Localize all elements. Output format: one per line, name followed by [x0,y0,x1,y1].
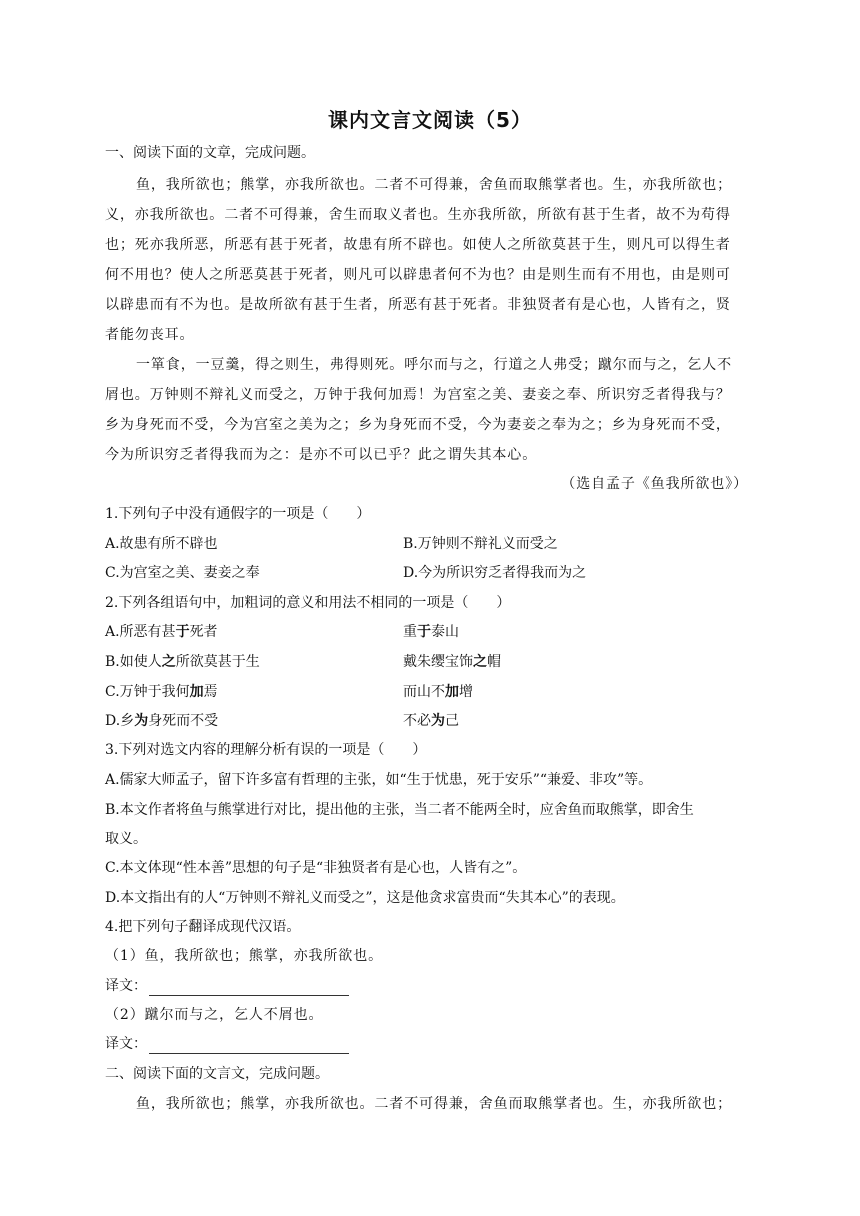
option-a: A.儒家大师孟子，留下许多富有哲理的主张，如“生于忧患，死于安乐”“兼爱、非攻”等。 [105,772,653,788]
question-stem: 4.把下列句子翻译成现代汉语。 [105,919,301,935]
page-title: 课内文言文阅读（5） [328,108,532,132]
passage-line: 鱼，我所欲也；熊掌，亦我所欲也。二者不可得兼，舍鱼而取熊掌者也。生，亦我所欲也； [136,1096,732,1112]
answer-blank[interactable] [149,1039,349,1054]
option-left: A.所恶有甚于死者 [105,624,218,640]
option-d: D.本文指出有的人“万钟则不辩礼义而受之”，这是他贪求富贵而“失其本心”的表现。 [105,890,625,906]
passage-line: 何不用也？使人之所恶莫甚于死者，则凡可以辟患者何不为也？由是则生而有不用也，由是则可 [105,267,731,283]
option-a: A.故患有所不辟也 [105,536,218,552]
translate-sentence: （2）蹴尔而与之，乞人不屑也。 [105,1007,324,1023]
translate-sentence: （1）鱼，我所欲也；熊掌，亦我所欲也。 [105,948,384,964]
answer-blank[interactable] [149,981,349,996]
answer-line: 译文： [105,976,349,996]
passage-line: 屑也。万钟则不辩礼义而受之，万钟于我何加焉！为宫室之美、妻妾之奉、所识穷乏者得我与？ [105,387,731,403]
option-c: C.为宫室之美、妻妾之奉 [105,565,260,581]
option-d: D.今为所识穷乏者得我而为之 [403,565,587,581]
section-heading: 一、阅读下面的文章，完成问题。 [105,145,315,161]
question-stem: 1.下列句子中没有通假字的一项是（ ） [105,506,371,522]
option-right: 不必为己 [403,713,459,729]
bold-word: 为 [134,713,149,729]
passage-line: 鱼，我所欲也；熊掌，亦我所欲也。二者不可得兼，舍鱼而取熊掌者也。生，亦我所欲也； [136,177,732,193]
passage-line: 一箪食，一豆羹，得之则生，弗得则死。呼尔而与之，行道之人弗受；蹴尔而与之，乞人不 [136,357,732,373]
question-stem: 3.下列对选文内容的理解分析有误的一项是（ ） [105,742,427,758]
option-left: C.万钟于我何加焉 [105,684,218,700]
option-b-continued: 取义。 [105,831,147,847]
bold-word: 之 [161,654,176,670]
bold-word: 加 [189,684,204,700]
bold-word: 之 [473,654,487,670]
question-stem: 2.下列各组语句中，加粗词的意义和用法不相同的一项是（ ） [105,595,511,611]
answer-line: 译文： [105,1034,349,1054]
option-right: 重于泰山 [403,624,459,640]
option-right: 戴朱缨宝饰之帽 [403,654,501,670]
section-heading: 二、阅读下面的文言文，完成问题。 [105,1066,329,1082]
bold-word: 于 [175,624,190,640]
option-b: B.万钟则不辩礼义而受之 [403,536,558,552]
option-b: B.本文作者将鱼与熊掌进行对比，提出他的主张，当二者不能两全时，应舍鱼而取熊掌，即舍生 [105,802,694,818]
option-c: C.本文体现“性本善”思想的句子是“非独贤者有是心也，人皆有之”。 [105,860,527,876]
bold-word: 加 [445,684,459,700]
passage-line: 者能勿丧耳。 [105,327,195,343]
option-left: D.乡为身死而不受 [105,713,219,729]
passage-line: 以辟患而有不为也。是故所欲有甚于生者，所恶有甚于死者。非独贤者有是心也，人皆有之，贤 [105,297,731,313]
bold-word: 为 [431,713,445,729]
option-right: 而山不加增 [403,684,473,700]
passage-line: 乡为身死而不受，今为宫室之美为之；乡为身死而不受，今为妻妾之奉为之；乡为身死而不受， [105,417,731,433]
passage-line: 今为所识穷乏者得我而为之：是亦不可以已乎？此之谓失其本心。 [105,447,538,463]
passage-line: 也；死亦我所恶，所恶有甚于死者，故患有所不辟也。如使人之所欲莫甚于生，则凡可以得生者 [105,237,731,253]
option-left: B.如使人之所欲莫甚于生 [105,654,260,670]
bold-word: 于 [417,624,431,640]
source-citation: （选自孟子《鱼我所欲也》） [561,476,748,492]
passage-line: 义，亦我所欲也。二者不可得兼，舍生而取义者也。生亦我所欲，所欲有甚于生者，故不为苟得 [105,207,731,223]
